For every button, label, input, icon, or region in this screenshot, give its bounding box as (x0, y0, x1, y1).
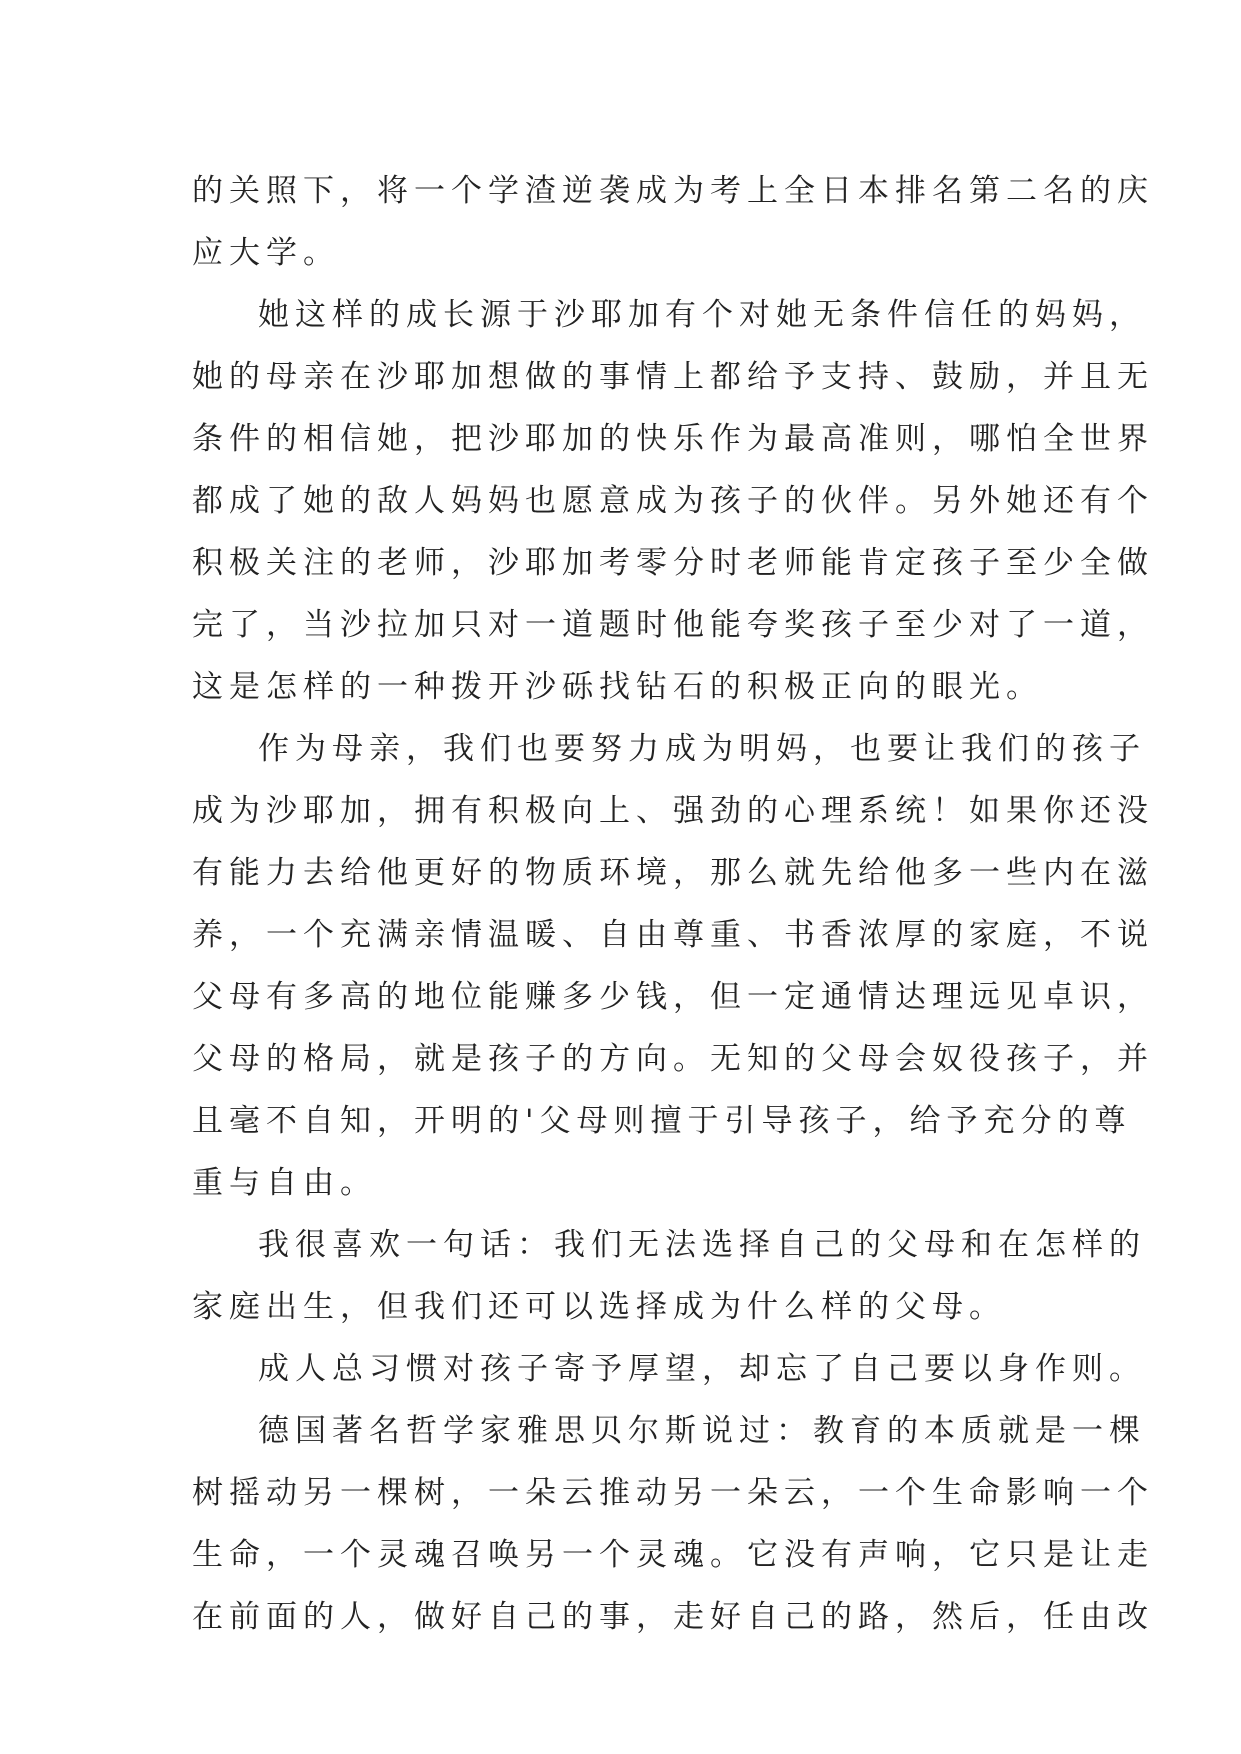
text-line: 条件的相信她，把沙耶加的快乐作为最高准则，哪怕全世界 (192, 421, 1154, 457)
text-line: 应大学。 (192, 235, 340, 271)
text-line: 德国著名哲学家雅思贝尔斯说过：教育的本质就是一棵 (258, 1413, 1146, 1449)
text-line: 在前面的人，做好自己的事，走好自己的路，然后，任由改 (192, 1599, 1154, 1635)
text-line: 养，一个充满亲情温暖、自由尊重、书香浓厚的家庭，不说 (192, 917, 1154, 953)
text-line: 父母的格局，就是孩子的方向。无知的父母会奴役孩子，并 (192, 1041, 1154, 1077)
text-line: 有能力去给他更好的物质环境，那么就先给他多一些内在滋 (192, 855, 1154, 891)
text-line: 的关照下，将一个学渣逆袭成为考上全日本排名第二名的庆 (192, 173, 1154, 209)
text-line: 我很喜欢一句话：我们无法选择自己的父母和在怎样的 (258, 1227, 1146, 1263)
text-line: 这是怎样的一种拨开沙砾找钻石的积极正向的眼光。 (192, 669, 1043, 705)
text-line: 成为沙耶加，拥有积极向上、强劲的心理系统！如果你还没 (192, 793, 1154, 829)
text-line: 家庭出生，但我们还可以选择成为什么样的父母。 (192, 1289, 1006, 1325)
text-line: 树摇动另一棵树，一朵云推动另一朵云，一个生命影响一个 (192, 1475, 1154, 1511)
text-line: 完了，当沙拉加只对一道题时他能夸奖孩子至少对了一道， (192, 607, 1154, 643)
text-line: 重与自由。 (192, 1165, 377, 1201)
text-line: 都成了她的敌人妈妈也愿意成为孩子的伙伴。另外她还有个 (192, 483, 1154, 519)
text-line: 且毫不自知，开明的'父母则擅于引导孩子，给予充分的尊 (192, 1103, 1132, 1139)
text-line: 成人总习惯对孩子寄予厚望，却忘了自己要以身作则。 (258, 1351, 1146, 1387)
body-text (192, 160, 1154, 1648)
text-line: 作为母亲，我们也要努力成为明妈，也要让我们的孩子 (258, 731, 1146, 767)
text-line: 她这样的成长源于沙耶加有个对她无条件信任的妈妈， (258, 297, 1146, 333)
text-line: 生命，一个灵魂召唤另一个灵魂。它没有声响，它只是让走 (192, 1537, 1154, 1573)
text-line: 父母有多高的地位能赚多少钱，但一定通情达理远见卓识， (192, 979, 1154, 1015)
text-line: 积极关注的老师，沙耶加考零分时老师能肯定孩子至少全做 (192, 545, 1154, 581)
text-line: 她的母亲在沙耶加想做的事情上都给予支持、鼓励，并且无 (192, 359, 1154, 395)
